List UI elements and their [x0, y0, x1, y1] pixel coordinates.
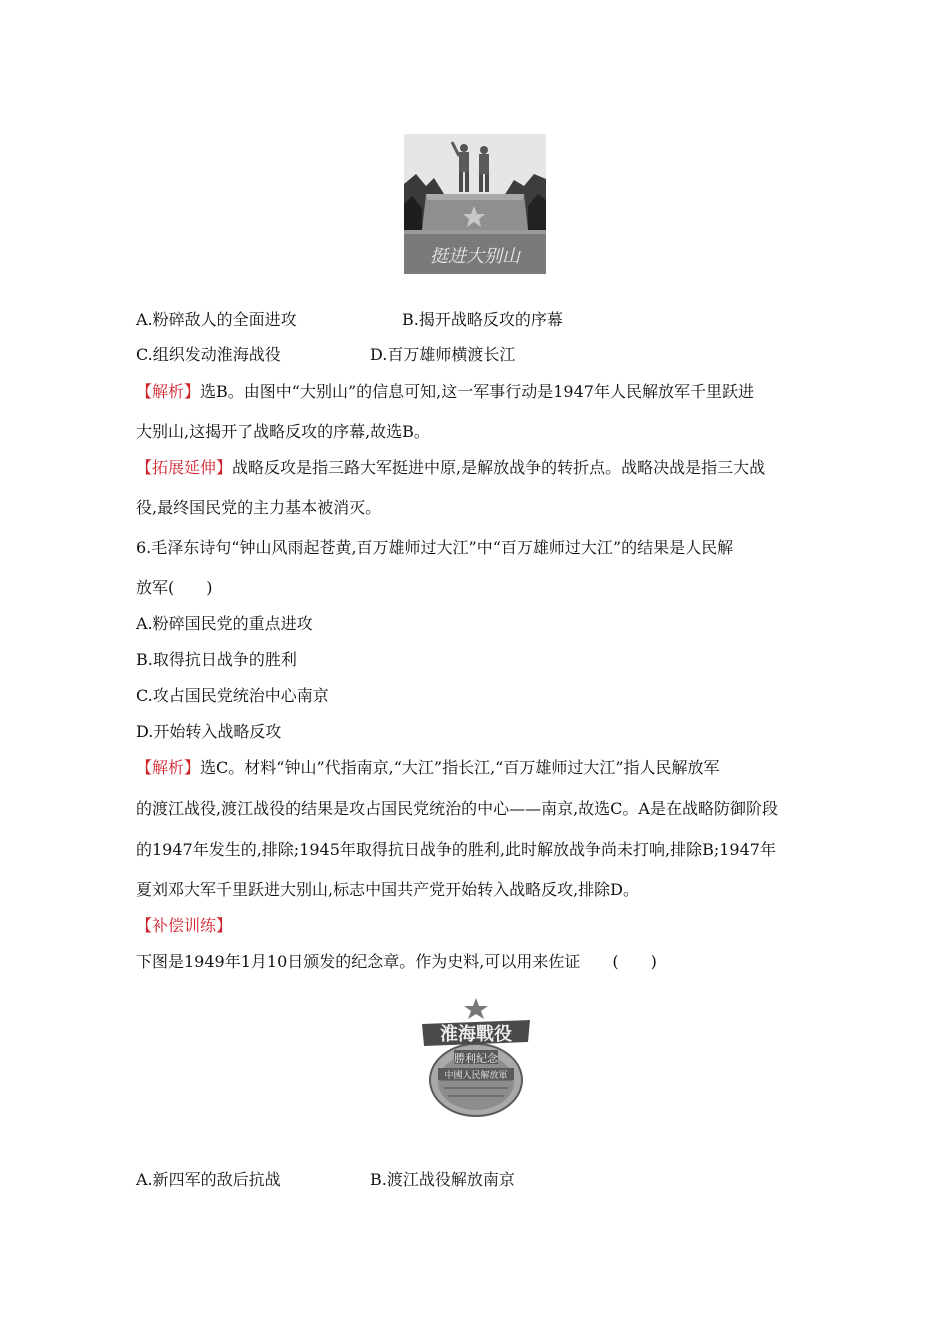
q6-option-c: C.攻占国民党统治中心南京: [136, 686, 329, 705]
q6-stem-line2: 放军( ): [136, 578, 213, 597]
monument-illustration: [404, 134, 546, 274]
extension-line2: 役,最终国民党的主力基本被消灭。: [136, 498, 382, 517]
analysis-text: 选C。材料“钟山”代指南京,“大江”指长江,“百万雄师过大江”指人民解放军: [200, 758, 720, 777]
extension-line1: [136, 458, 765, 478]
supplement-tag: 【补偿训练】: [136, 916, 233, 935]
q6-analysis-line1: [136, 758, 720, 778]
analysis-tag: 【解析】: [136, 382, 201, 401]
q6-analysis-line2: 的渡江战役,渡江战役的结果是攻占国民党统治的中心——南京,故选C。A是在战略防御阶段: [136, 799, 778, 818]
q5-option-b: B.揭开战略反攻的序幕: [402, 310, 563, 329]
supplement-stem: 下图是1949年1月10日颁发的纪念章。作为史料,可以用来佐证 ( ): [136, 952, 657, 971]
monument-photo: [404, 134, 546, 274]
q6-analysis-line4: 夏刘邓大军千里跃进大别山,标志中国共产党开始转入战略反攻,排除D。: [136, 880, 640, 899]
q6-option-b: B.取得抗日战争的胜利: [136, 650, 297, 669]
badge-middle-text: 勝利紀念: [454, 1052, 498, 1065]
q6-option-a: A.粉碎国民党的重点进攻: [136, 614, 313, 633]
q6-option-d: D.开始转入战略反攻: [136, 722, 282, 741]
q6-analysis-line3: 的1947年发生的,排除;1945年取得抗日战争的胜利,此时解放战争尚未打响,排除B;1947年: [136, 840, 776, 859]
supplement-option-a: A.新四军的敌后抗战: [136, 1170, 281, 1189]
extension-text: 战略反攻是指三路大军挺进中原,是解放战争的转折点。战略决战是指三大战: [232, 458, 766, 477]
q5-option-a: A.粉碎敌人的全面进攻: [136, 310, 297, 329]
monument-inscription: 挺进大别山: [430, 246, 520, 267]
badge-top-text: 淮海戰役: [440, 1024, 512, 1045]
q5-option-c: C.组织发动淮海战役: [136, 345, 281, 364]
q6-stem-line1: 6.毛泽东诗句“钟山风雨起苍黄,百万雄师过大江”中“百万雄师过大江”的结果是人民解: [136, 538, 734, 557]
badge-bottom-text: 中國人民解放軍: [444, 1071, 508, 1081]
analysis-text: 选B。由图中“大别山”的信息可知,这一军事行动是1947年人民解放军千里跃进: [200, 382, 754, 401]
q5-option-d: D.百万雄师横渡长江: [370, 345, 516, 364]
supplement-option-b: B.渡江战役解放南京: [370, 1170, 515, 1189]
extension-tag: 【拓展延伸】: [136, 458, 233, 477]
q5-analysis-line2: 大别山,这揭开了战略反攻的序幕,故选B。: [136, 422, 430, 441]
analysis-tag: 【解析】: [136, 758, 201, 777]
commemorative-badge-photo: [418, 996, 534, 1120]
q5-analysis-line1: [136, 382, 754, 402]
badge-illustration: [418, 996, 534, 1120]
